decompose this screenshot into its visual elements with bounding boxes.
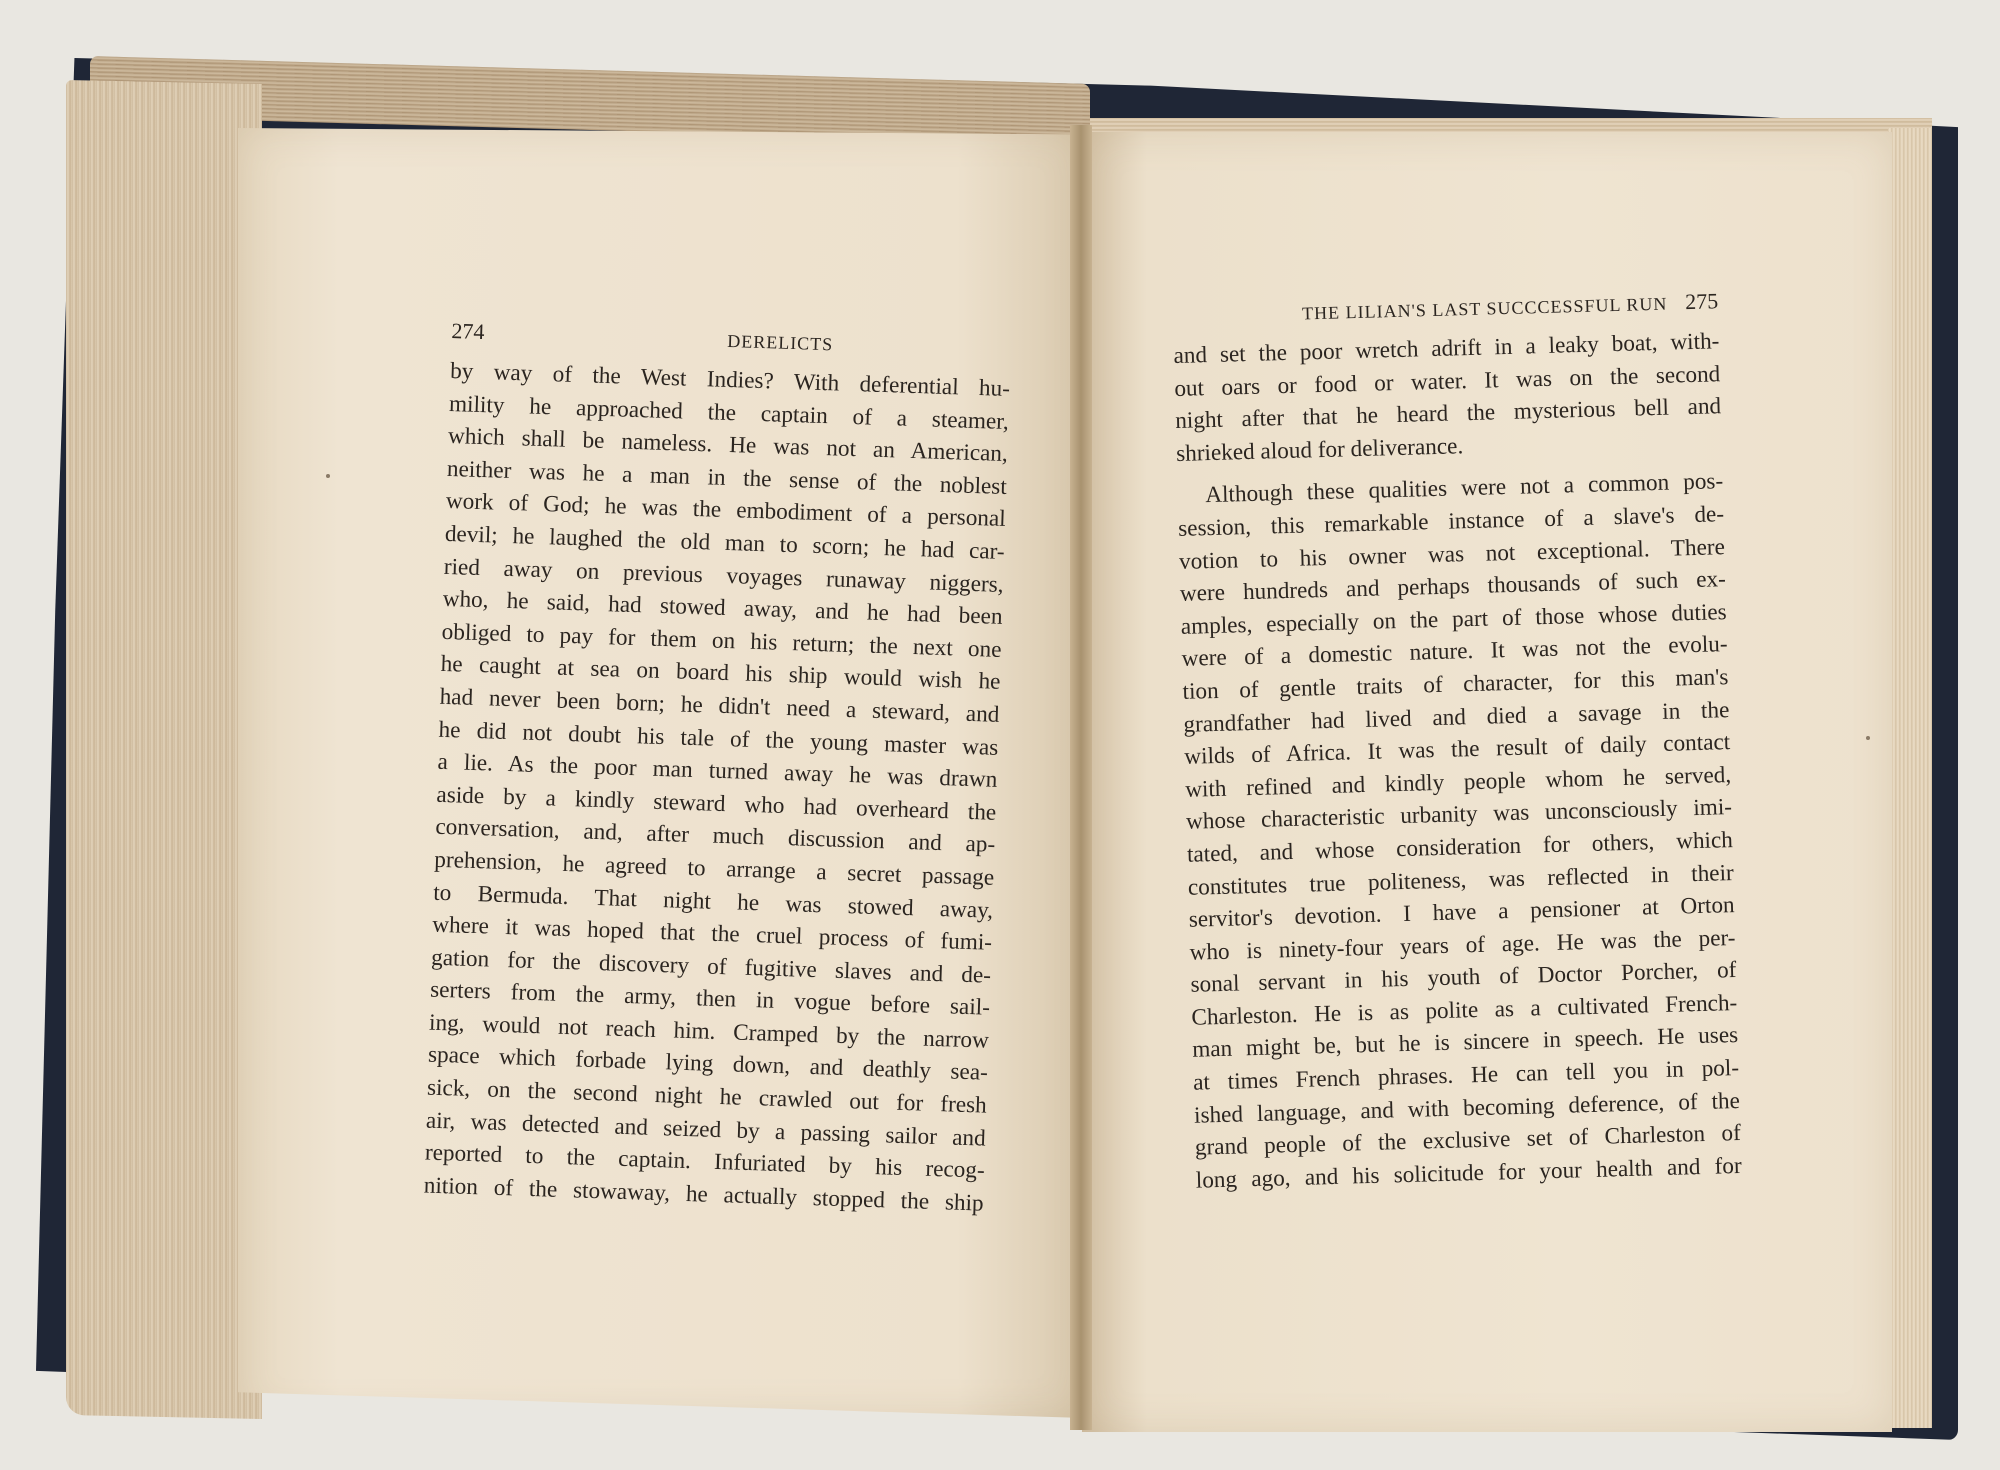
text-line: gation for the discovery of fugitive slaves and de- bbox=[430, 944, 992, 989]
text-line: constitutes true politeness, was reflected in their bbox=[1187, 859, 1735, 901]
text-line: ing, would not reach him. Cramped by the narrow bbox=[428, 1009, 990, 1054]
text-line: prehension, he agreed to arrange a secret passage bbox=[433, 846, 995, 891]
text-line: tion of gentle traits of character, for this man's bbox=[1182, 664, 1729, 705]
text-line: session, this remarkable instance of a slave's de- bbox=[1177, 501, 1725, 542]
text-line: aside by a kindly steward who had overheard the bbox=[436, 781, 997, 826]
text-line: tated, and whose consideration for others, which bbox=[1186, 826, 1734, 868]
text-line: mility he approached the captain of a steamer, bbox=[448, 390, 1010, 435]
running-head-right: THE LILIAN'S LAST SUCCCESSFUL RUN bbox=[1301, 293, 1668, 324]
text-line: whose characteristic urbanity was unconsciously imi- bbox=[1185, 794, 1733, 836]
text-line: he did not doubt his tale of the young master was bbox=[438, 716, 999, 761]
text-line: votion to his owner was not exceptional. There bbox=[1178, 533, 1726, 575]
text-line: out oars or food or water. It was on the second bbox=[1174, 360, 1721, 402]
text-line: amples, especially on the part of those whose duties bbox=[1180, 598, 1727, 640]
text-line: who, he said, had stowed away, and he had been bbox=[442, 586, 1003, 631]
text-line: serters from the army, then in vogue before sail- bbox=[429, 976, 991, 1022]
text-line: had never been born; he didn't need a steward, and bbox=[439, 683, 1000, 728]
text-line: he caught at sea on board his ship would wish he bbox=[440, 651, 1001, 696]
page-number-left: 274 bbox=[451, 317, 485, 345]
text-line: servitor's devotion. I have a pensioner at Orton bbox=[1188, 892, 1735, 933]
text-line: were hundreds and perhaps thousands of such ex- bbox=[1179, 566, 1727, 608]
text-line: Charleston. He is as polite as a cultivated French- bbox=[1191, 989, 1738, 1031]
text-line: which shall be nameless. He was not an American, bbox=[447, 423, 1009, 468]
page-number-right: 275 bbox=[1684, 288, 1719, 315]
text-line: man might be, but he is sincere in speech. He uses bbox=[1191, 1022, 1739, 1064]
text-line: with refined and kindly people whom he served, bbox=[1184, 761, 1732, 803]
text-line: grand people of the exclusive set of Charleston of bbox=[1194, 1120, 1742, 1161]
page-edges-left bbox=[66, 80, 262, 1419]
text-line: wilds of Africa. It was the result of daily contact bbox=[1184, 729, 1731, 770]
text-line: space which forbade lying down, and deathly sea- bbox=[427, 1042, 989, 1087]
text-line: by way of the West Indies? With deferential hu- bbox=[449, 357, 1011, 403]
text-line: obliged to pay for them on his return; the next one bbox=[441, 618, 1002, 663]
text-line: Although these qualities were not a common pos- bbox=[1204, 468, 1724, 509]
text-line: long ago, and his solicitude for your health and for bbox=[1195, 1152, 1742, 1194]
text-line: to Bermuda. That night he was stowed away, bbox=[432, 879, 994, 924]
paper-speck bbox=[1866, 736, 1870, 740]
text-line: ished language, and with becoming deference, of the bbox=[1193, 1087, 1741, 1129]
text-line: were of a domestic nature. It was not the evolu- bbox=[1181, 631, 1728, 673]
page-edges-right bbox=[1888, 128, 1932, 1428]
text-line: who is ninety-four years of age. He was the per- bbox=[1189, 924, 1736, 966]
text-line: neither was he a man in the sense of the noblest bbox=[446, 455, 1008, 500]
right-page-text bbox=[1172, 285, 1742, 1197]
text-line: sonal servant in his youth of Doctor Porcher, of bbox=[1190, 957, 1737, 999]
text-line: reported to the captain. Infuriated by his recog- bbox=[424, 1139, 986, 1184]
running-head-left: DERELICTS bbox=[726, 330, 834, 355]
text-line: conversation, and, after much discussion and ap- bbox=[435, 814, 996, 859]
text-line: ried away on previous voyages runaway niggers, bbox=[443, 553, 1005, 598]
text-line: grandfather had lived and died a savage in the bbox=[1183, 696, 1730, 738]
text-line: a lie. As the poor man turned away he was drawn bbox=[437, 748, 998, 793]
text-line: shrieked aloud for deliverance. bbox=[1175, 432, 1464, 467]
text-line: devil; he laughed the old man to scorn; he had car- bbox=[444, 520, 1006, 565]
text-line: and set the poor wretch adrift in a leaky boat, with- bbox=[1173, 328, 1720, 369]
text-line: nition of the stowaway, he actually stopped the ship bbox=[423, 1172, 985, 1217]
left-page-text bbox=[423, 315, 1011, 1220]
book-gutter bbox=[1070, 125, 1092, 1430]
paper-speck bbox=[326, 474, 330, 478]
text-line: at times French phrases. He can tell you in pol- bbox=[1192, 1055, 1740, 1096]
text-line: night after that he heard the mysterious bell and bbox=[1174, 393, 1722, 435]
text-line: sick, on the second night he crawled out for fresh bbox=[426, 1074, 988, 1119]
text-line: work of God; he was the embodiment of a personal bbox=[445, 488, 1007, 533]
text-line: air, was detected and seized by a passing sailor and bbox=[425, 1107, 987, 1152]
text-line: where it was hoped that the cruel process of fumi- bbox=[431, 911, 993, 956]
